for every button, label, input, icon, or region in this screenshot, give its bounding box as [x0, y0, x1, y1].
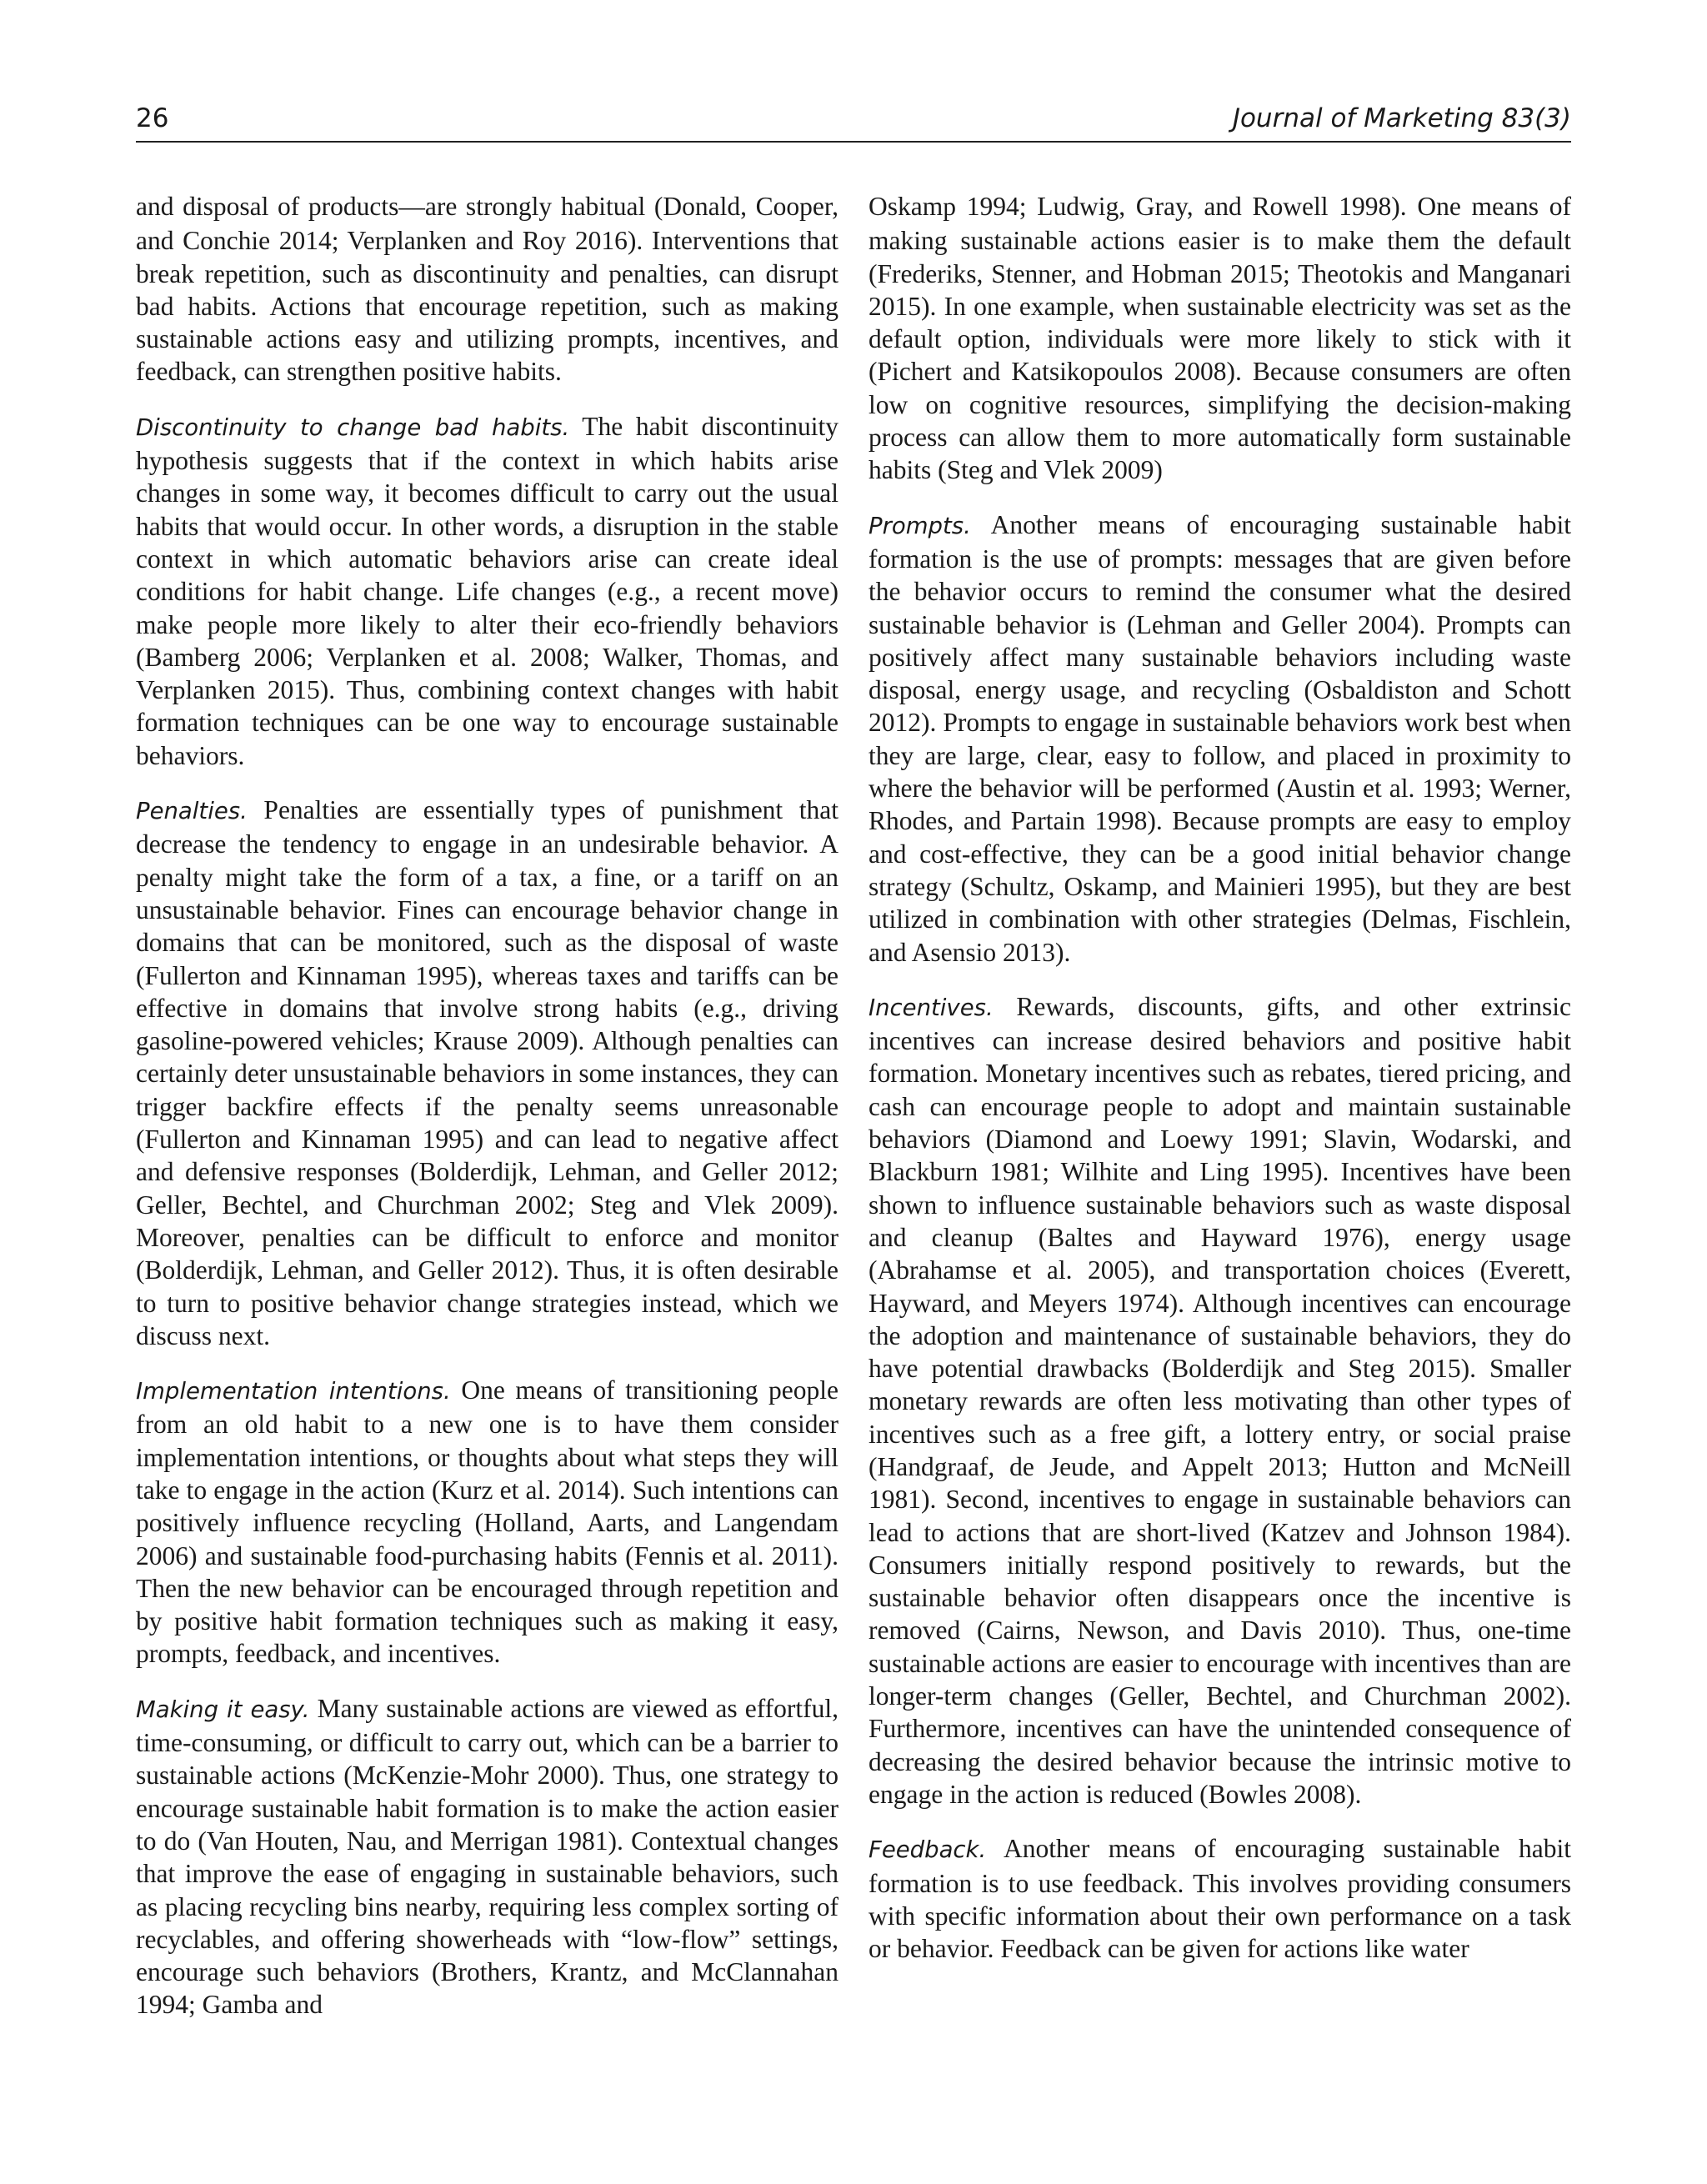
- section-heading: Incentives.: [869, 994, 994, 1021]
- journal-title: Journal of Marketing 83(3): [1232, 103, 1571, 133]
- page-number: 26: [136, 103, 169, 133]
- left-column: [136, 190, 838, 2043]
- paragraph-text: Rewards, discounts, gifts, and other extrinsic incentives can increase desired behaviors and positive habit formation. Monetary incentives such as rebates, tiered pricing, and cash can encourage people to adopt and maintain sustainable behaviors (Diamond and Loewy 1991; Slavin, Wodarski, and Blackburn 1981; Wilhite and Ling 1995). Incentives have been shown to influence sustainable behaviors such as waste disposal and cleanup (Baltes and Hayward 1976), energy usage (Abrahamse et al. 2005), and transportation choices (Everett, Hayward, and Meyers 1974). Although incentives can encourage the adoption and maintenance of sustainable behaviors, they do have potential drawbacks (Bolderdijk and Steg 2015). Smaller monetary rewards are often less motivating than other types of incentives such as a free gift, a lottery entry, or social praise (Handgraaf, de Jeude, and Appelt 2013; Hutton and McNeill 1981). Second, incentives to engage in sustainable behaviors can lead to actions that are short-lived (Katzev and Johnson 1984). Consumers initially respond positively to rewards, but the sustainable behavior often disappears once the incentive is removed (Cairns, Newson, and Davis 2010). Thus, one-time sustainable actions are easier to encourage with incentives than are longer-term changes (Geller, Bechtel, and Churchman 2002). Furthermore, incentives can have the unintended consequence of decreasing the desired behavior because the intrinsic motive to engage in the action is reduced (Bowles 2008).: [869, 991, 1571, 1809]
- section-heading: Making it easy.: [136, 1696, 310, 1723]
- paragraph-text: One means of transitioning people from an old habit to a new one is to have them consider implementation intentions, or thoughts about what steps they will take to engage in the action (Kurz et al. 2014). Such intentions can positively influence recycling (Holland, Aarts, and Langendam 2006) and sustainable food-purchasing habits (Fennis et al. 2011). Then the new behavior can be encouraged through repetition and by positive habit formation techniques such as making it easy, prompts, feedback, and incentives.: [136, 1375, 838, 1669]
- paragraph: [869, 508, 1571, 969]
- paragraph: [136, 1692, 838, 2021]
- paragraph-text: and disposal of products—are strongly habitual (Donald, Cooper, and Conchie 2014; Verplanken and Roy 2016). Interventions that break repetition, such as discontinuity and penalties, can disrupt bad habits. Actions that encourage repetition, such as making sustainable actions easy and utilizing prompts, incentives, and feedback, can strengthen positive habits.: [136, 192, 838, 387]
- paragraph: [136, 190, 838, 388]
- paragraph: [869, 990, 1571, 1811]
- paragraph: [136, 794, 838, 1352]
- running-header: [136, 102, 1571, 143]
- section-heading: Implementation intentions.: [136, 1378, 451, 1405]
- section-heading: Feedback.: [869, 1836, 987, 1864]
- paragraph: [869, 190, 1571, 487]
- paragraph-text: Oskamp 1994; Ludwig, Gray, and Rowell 1998). One means of making sustainable actions easier is to make them the default (Frederiks, Stenner, and Hobman 2015; Theotokis and Manganari 2015). In one example, when sustainable electricity was set as the default option, individuals were more likely to stick with it (Pichert and Katsikopoulos 2008). Because consumers are often low on cognitive resources, simplifying the decision-making process can allow them to more automatically form sustainable habits (Steg and Vlek 2009): [869, 192, 1571, 485]
- paragraph-text: Penalties are essentially types of punishment that decrease the tendency to engage in an undesirable behavior. A penalty might take the form of a tax, a fine, or a tariff on an unsustainable behavior. Fines can encourage behavior change in domains that can be monitored, such as the disposal of waste (Fullerton and Kinnaman 1995), whereas taxes and tariffs can be effective in domains that involve strong habits (e.g., driving gasoline-powered vehicles; Krause 2009). Although penalties can certainly deter unsustainable behaviors in some instances, they can trigger backfire effects if the penalty seems unreasonable (Fullerton and Kinnaman 1995) and can lead to negative affect and defensive responses (Bolderdijk, Lehman, and Geller 2012; Geller, Bechtel, and Churchman 2002; Steg and Vlek 2009). Moreover, penalties can be difficult to enforce and monitor (Bolderdijk, Lehman, and Geller 2012). Thus, it is often desirable to turn to positive behavior change strategies instead, which we discuss next.: [136, 795, 838, 1350]
- paragraph-text: Another means of encouraging sustainable habit formation is to use feedback. This involves providing consumers with specific information about their own performance on a task or behavior. Feedback can be given for actions like water: [869, 1834, 1572, 1964]
- paragraph: [136, 1374, 838, 1671]
- section-heading: Discontinuity to change bad habits.: [136, 413, 570, 441]
- paragraph: [869, 1832, 1571, 1965]
- paragraph-text: Many sustainable actions are viewed as effortful, time-consuming, or difficult to carry out, which can be a barrier to sustainable actions (McKenzie-Mohr 2000). Thus, one strategy to encourage sustainable habit formation is to make the action easier to do (Van Houten, Nau, and Merrigan 1981). Contextual changes that improve the ease of engaging in sustainable behaviors, such as placing recycling bins nearby, requiring less complex sorting of recyclables, and offering showerheads with “low-flow” settings, encourage such behaviors (Brothers, Krantz, and McClannahan 1994; Gamba and: [136, 1693, 839, 2020]
- paragraph: [136, 410, 838, 772]
- paragraph-text: The habit discontinuity hypothesis suggests that if the context in which habits arise changes in some way, it becomes difficult to carry out the usual habits that would occur. In other words, a disruption in the stable context in which automatic behaviors arise can create ideal conditions for habit change. Life changes (e.g., a recent move) make people more likely to alter their eco-friendly behaviors (Bamberg 2006; Verplanken et al. 2008; Walker, Thomas, and Verplanken 2015). Thus, combining context changes with habit formation techniques can be one way to encourage sustainable behaviors.: [136, 411, 838, 770]
- header-rule: [136, 141, 1571, 143]
- paragraph-text: Another means of encouraging sustainable habit formation is the use of prompts: messages that are given before the behavior occurs to remind the consumer what the desired sustainable behavior is (Lehman and Geller 2004). Prompts can positively affect many sustainable behaviors including waste disposal, energy usage, and recycling (Osbaldiston and Schott 2012). Prompts to engage in sustainable behaviors work best when they are large, clear, easy to follow, and placed in proximity to where the behavior will be performed (Austin et al. 1993; Werner, Rhodes, and Partain 1998). Because prompts are easy to employ and cost-effective, they can be a good initial behavior change strategy (Schultz, Oskamp, and Mainieri 1995), but they are best utilized in combination with other strategies (Delmas, Fischlein, and Asensio 2013).: [869, 509, 1571, 967]
- right-column: [869, 190, 1571, 1986]
- section-heading: Penalties.: [136, 798, 248, 825]
- section-heading: Prompts.: [869, 512, 971, 539]
